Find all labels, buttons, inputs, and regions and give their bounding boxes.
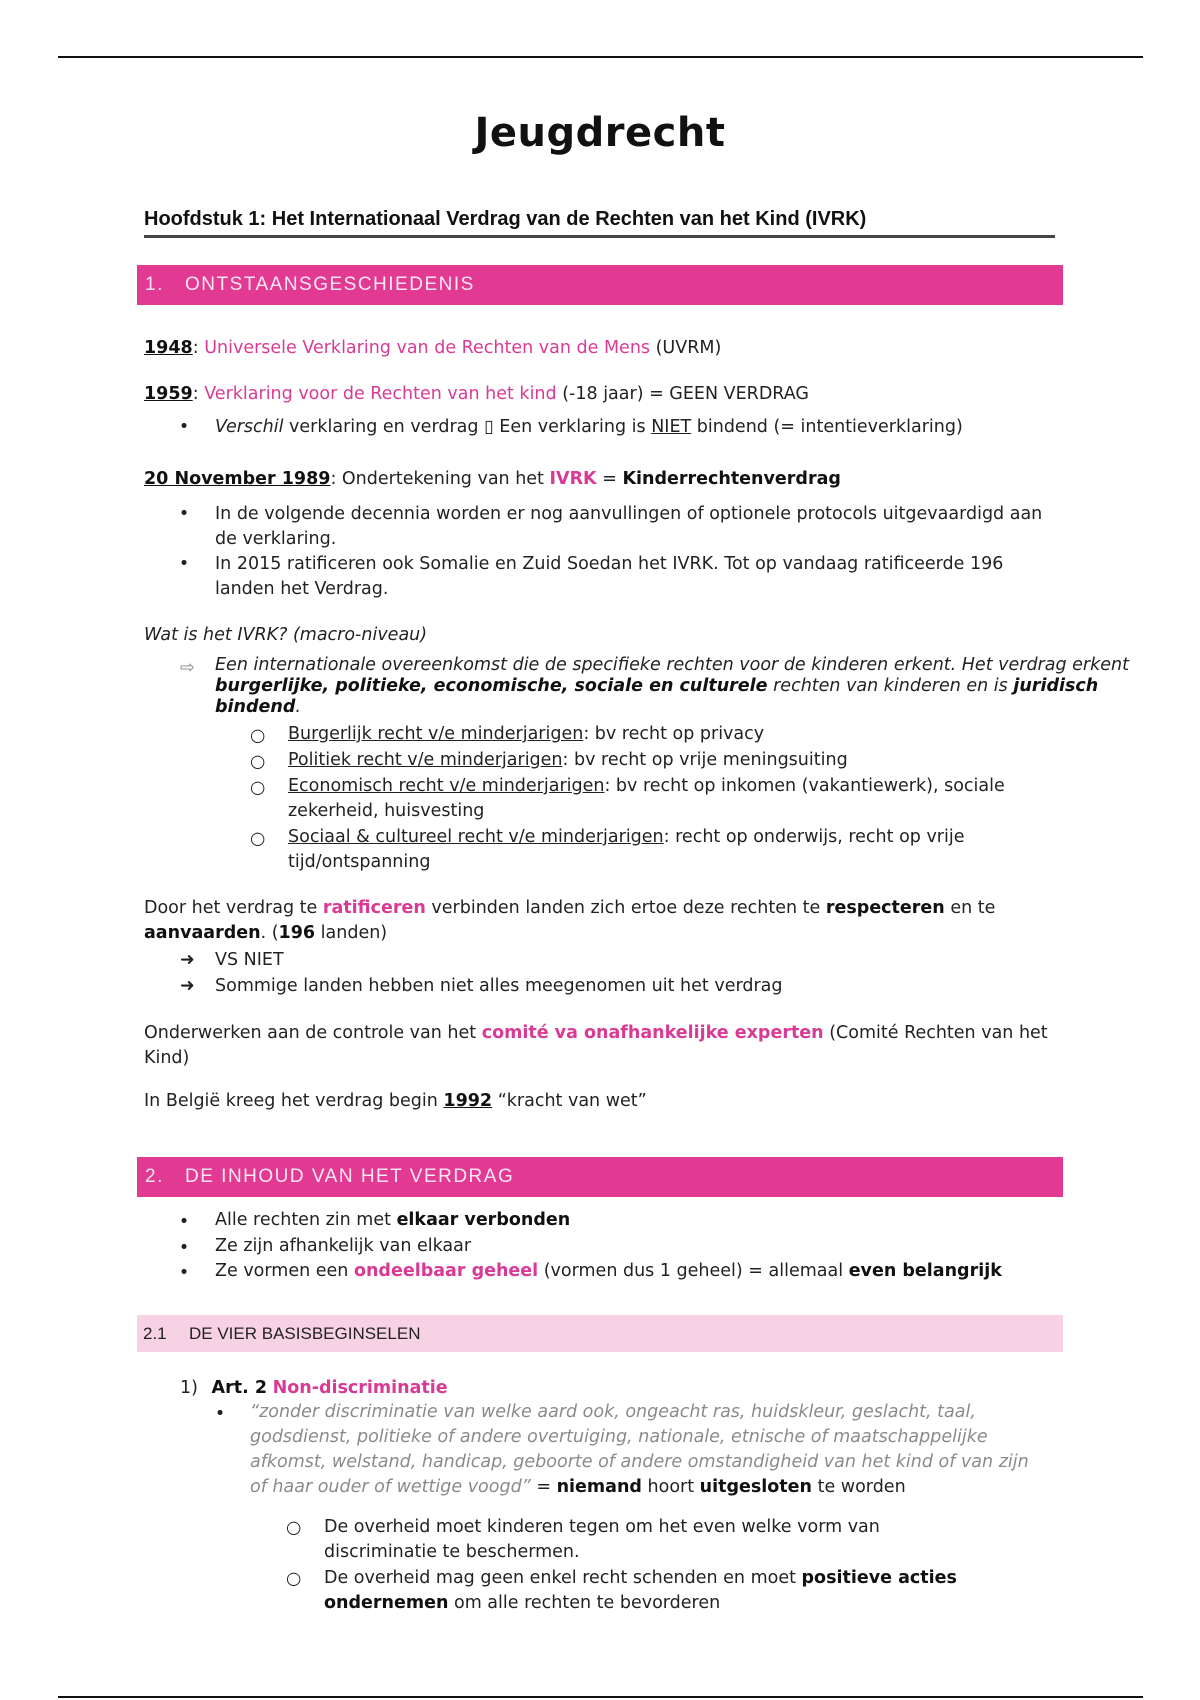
bullet-circle: ○	[250, 752, 266, 772]
text: te worden	[817, 1477, 906, 1497]
belgium-paragraph	[144, 1091, 647, 1111]
list-number: 1)	[180, 1378, 198, 1398]
right-name: Sociaal & cultureel recht v/e minderjarigen	[288, 827, 664, 847]
text: In België kreeg het verdrag begin	[144, 1091, 438, 1111]
article-number: Art. 2	[211, 1378, 268, 1398]
bullet-dot: •	[178, 1238, 190, 1258]
declaration-name: Verklaring voor de Rechten van het kind	[204, 384, 557, 404]
bold-number: 196	[278, 923, 316, 943]
arrow-item: VS NIET	[215, 950, 284, 970]
bold-text: burgerlijke, politieke, economische, sociale en culturele	[215, 676, 768, 696]
arrow-right-icon: ➜	[180, 950, 195, 970]
right-name: Politiek recht v/e minderjarigen	[288, 750, 563, 770]
bullet-dot: •	[178, 504, 190, 524]
pink-term: ondeelbaar geheel	[353, 1261, 539, 1281]
separator: :	[192, 384, 199, 404]
pink-term: comité va onafhankelijke experten	[481, 1023, 824, 1043]
text: bindend (= intentieverklaring)	[696, 417, 963, 437]
bold-term: respecteren	[825, 898, 945, 918]
content-bullet: Ze zijn afhankelijk van elkaar	[215, 1236, 472, 1256]
bold-text: positieve acties ondernemen	[324, 1568, 957, 1613]
bullet-dot: •	[178, 1263, 190, 1283]
section-number: 1.	[145, 274, 164, 295]
bullet-circle: ○	[250, 726, 266, 746]
bold-text: elkaar verbonden	[396, 1210, 571, 1230]
document-title: Jeugdrecht	[474, 110, 726, 156]
bullet-circle: ○	[250, 829, 266, 849]
separator: :	[192, 338, 199, 358]
duty-item	[324, 1515, 944, 1565]
arrow-icon: ⇨	[180, 658, 195, 678]
bullet-1989-1: In de volgende decennia worden er nog aanvullingen of optionele protocols uitgevaardigd aan de verklaring.	[215, 504, 1043, 549]
right-example: : bv recht op privacy	[583, 724, 765, 744]
text: (Comité Rechten van het Kind)	[144, 1023, 1048, 1068]
italic-word: Verschil	[215, 417, 284, 437]
bold-text: uitgesloten	[699, 1477, 813, 1497]
paragraph-1989	[144, 469, 841, 489]
section-number: 2.	[145, 1166, 164, 1187]
text: Alle rechten zin met	[215, 1210, 391, 1230]
text: Ze vormen een	[215, 1261, 349, 1281]
paragraph-1948	[144, 338, 721, 358]
bold-text: even belangrijk	[848, 1261, 1002, 1281]
text: om alle rechten te bevorderen	[453, 1593, 721, 1613]
subsection-heading-2-1	[137, 1315, 1063, 1352]
bullet-dot: •	[178, 1212, 190, 1232]
uvrm-name: Universele Verklaring van de Rechten van de Mens	[204, 338, 651, 358]
ivrk-abbr: IVRK	[549, 469, 597, 489]
arrow-item: Sommige landen hebben niet alles meegenomen uit het verdrag	[215, 976, 783, 996]
content-bullet	[215, 1210, 570, 1230]
year: 1992	[443, 1091, 493, 1111]
text: rechten van kinderen en is	[773, 676, 1008, 696]
text: Onderwerken aan de controle van het	[144, 1023, 477, 1043]
top-rule	[58, 56, 1143, 58]
section-label: ONTSTAANSGESCHIEDENIS	[185, 274, 475, 295]
text: landen)	[320, 923, 388, 943]
article-name: Non-discriminatie	[272, 1378, 448, 1398]
bold-term: Kinderrechtenverdrag	[622, 469, 841, 489]
bold-term: aanvaarden	[144, 923, 261, 943]
equals: =	[536, 1477, 551, 1497]
text: (vormen dus 1 geheel) = allemaal	[543, 1261, 844, 1281]
bullet-circle: ○	[286, 1518, 302, 1538]
right-name: Burgerlijk recht v/e minderjarigen	[288, 724, 584, 744]
year: 1948	[144, 338, 193, 358]
text: : Ondertekening van het	[330, 469, 544, 489]
pink-term: ratificeren	[322, 898, 426, 918]
text: verbinden landen zich ertoe deze rechten te	[431, 898, 821, 918]
declaration-note: (-18 jaar) = GEEN VERDRAG	[562, 384, 809, 404]
section-label: DE INHOUD VAN HET VERDRAG	[185, 1166, 515, 1187]
right-name: Economisch recht v/e minderjarigen	[288, 776, 605, 796]
article-quote	[250, 1400, 1030, 1500]
section-heading-1	[137, 265, 1063, 305]
quote-text: “zonder discriminatie van welke aard ook, ongeacht ras, huidskleur, geslacht, taal, godsdienst, politieke of andere overtuiging, nationale, etnische of maatschappelijke afkomst, welstand, handicap, geboorte of andere omstandigheid van het kind of van zijn of haar ouder of wettige voogd”	[250, 1402, 1029, 1497]
text: De overheid moet kinderen tegen om het even welke vorm van discriminatie te beschermen.	[324, 1517, 880, 1562]
arrow-right-icon: ➜	[180, 976, 195, 996]
text: hoort	[647, 1477, 695, 1497]
content-bullet	[215, 1261, 1002, 1281]
underlined-word: NIET	[651, 417, 692, 437]
bullet-dot: •	[178, 554, 190, 574]
right-item	[288, 774, 1053, 824]
text: “kracht van wet”	[497, 1091, 647, 1111]
text: Een verklaring is	[499, 417, 646, 437]
section-heading-2	[137, 1157, 1063, 1197]
right-item	[288, 722, 1053, 747]
text: en te	[950, 898, 996, 918]
subsection-number: 2.1	[143, 1324, 167, 1343]
bold-text: juridisch bindend	[215, 676, 1099, 717]
bullet-circle: ○	[286, 1569, 302, 1589]
bullet-circle: ○	[250, 778, 266, 798]
text: .	[295, 697, 301, 717]
subsection-label: DE VIER BASISBEGINSELEN	[189, 1324, 421, 1343]
chapter-heading: Hoofdstuk 1: Het Internationaal Verdrag van de Rechten van het Kind (IVRK)	[144, 208, 1055, 238]
uvrm-abbr: (UVRM)	[655, 338, 722, 358]
bottom-rule	[58, 1696, 1143, 1698]
control-paragraph	[144, 1021, 1059, 1071]
bullet-1959	[215, 417, 963, 437]
right-item	[288, 825, 1053, 875]
right-item	[288, 748, 1053, 773]
text: . (	[260, 923, 279, 943]
bold-text: niemand	[556, 1477, 642, 1497]
paragraph-1959	[144, 384, 809, 404]
article-heading	[180, 1378, 448, 1398]
question-heading: Wat is het IVRK? (macro-niveau)	[144, 625, 428, 645]
duty-item	[324, 1566, 1004, 1616]
box-glyph: ▯	[484, 417, 494, 437]
right-example: : recht op onderwijs, recht op vrije tijd/ontspanning	[288, 827, 965, 872]
ratify-paragraph	[144, 896, 1059, 946]
text: Een internationale overeenkomst die de specifieke rechten voor de kinderen erkent. Het verdrag erkent	[215, 655, 1129, 675]
bullet-1989-2: In 2015 ratificeren ook Somalie en Zuid Soedan het IVRK. Tot op vandaag ratificeerde 196 landen het Verdrag.	[215, 554, 1004, 599]
bullet-dot: •	[214, 1404, 226, 1424]
year: 1959	[144, 384, 193, 404]
bullet-dot: •	[178, 417, 190, 437]
right-example: : bv recht op inkomen (vakantiewerk), sociale zekerheid, huisvesting	[288, 776, 1005, 821]
text: Door het verdrag te	[144, 898, 318, 918]
right-example: : bv recht op vrije meningsuiting	[562, 750, 848, 770]
equals: =	[602, 469, 617, 489]
text: De overheid mag geen enkel recht schenden en moet	[324, 1568, 796, 1588]
date: 20 November 1989	[144, 469, 331, 489]
text: verklaring en verdrag	[289, 417, 479, 437]
ivrk-definition	[215, 655, 1170, 718]
